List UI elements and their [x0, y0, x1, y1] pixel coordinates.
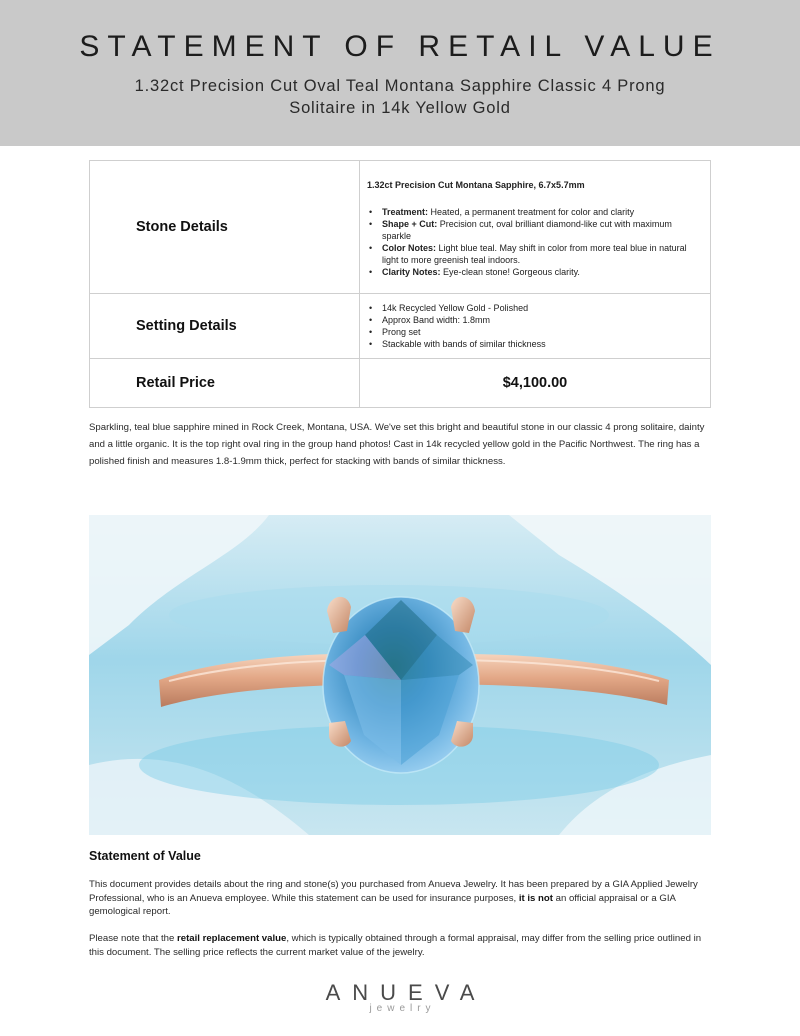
stone-bullet-list [367, 206, 702, 278]
stone-heading: 1.32ct Precision Cut Montana Sapphire, 6.7x5.7mm [367, 179, 585, 190]
brand-logo: ANUEVA [325, 980, 487, 1005]
table-row [90, 359, 711, 408]
setting-bullet-list [367, 302, 702, 350]
list-item: • Stackable with bands of similar thickness [375, 338, 702, 350]
document-title: STATEMENT OF RETAIL VALUE [79, 30, 721, 63]
brand-tagline: jewelry [369, 1003, 436, 1014]
list-item: • Shape + Cut: Precision cut, oval brilliant diamond-like cut with maximum sparkle [375, 218, 702, 242]
setting-details-info [360, 294, 711, 359]
list-item: • 14k Recycled Yellow Gold - Polished [375, 302, 702, 314]
table-row [90, 294, 711, 359]
setting-details-label: Setting Details [90, 294, 360, 359]
statement-title: Statement of Value [89, 849, 201, 863]
product-subtitle: 1.32ct Precision Cut Oval Teal Montana Sapphire Classic 4 Prong Solitaire in 14k Yellow Gold [134, 77, 666, 117]
list-item: • Color Notes: Light blue teal. May shift in color from more teal blue in natural light to more greenish teal indoors. [375, 242, 702, 266]
retail-price-value: $4,100.00 [360, 359, 711, 408]
details-table [89, 160, 711, 408]
stone-details-label: Stone Details [90, 161, 360, 294]
retail-price-label: Retail Price [90, 359, 360, 408]
list-item: • Clarity Notes: Eye-clean stone! Gorgeous clarity. [375, 266, 702, 278]
ring-photo [89, 515, 711, 835]
statement-paragraph: This document provides details about the ring and stone(s) you purchased from Anueva Jewelry. It has been prepared by a GIA Applied Jewelry Professional, who is an Anueva employee. While this statement can be used for insurance purposes, it is not an official appraisal or a GIA gemological report. [89, 879, 698, 917]
header-banner [0, 0, 800, 146]
product-description: Sparkling, teal blue sapphire mined in Rock Creek, Montana, USA. We've set this bright and beautiful stone in our classic 4 prong solitaire, dainty and a little organic. It is the top right oval ring in the group hand photos! Cast in 14k recycled yellow gold in the Pacific Northwest. The ring has a polished finish and measures 1.8-1.9mm thick, perfect for stacking with bands of similar thickness. [89, 422, 705, 467]
stone-details-info [360, 161, 711, 294]
list-item: • Prong set [375, 326, 702, 338]
table-row [90, 161, 711, 294]
list-item: • Treatment: Heated, a permanent treatment for color and clarity [375, 206, 702, 218]
list-item: • Approx Band width: 1.8mm [375, 314, 702, 326]
statement-paragraph: Please note that the retail replacement value, which is typically obtained through a formal appraisal, may differ from the selling price outlined in this document. The selling price reflects the current market value of the jewelry. [89, 933, 702, 958]
